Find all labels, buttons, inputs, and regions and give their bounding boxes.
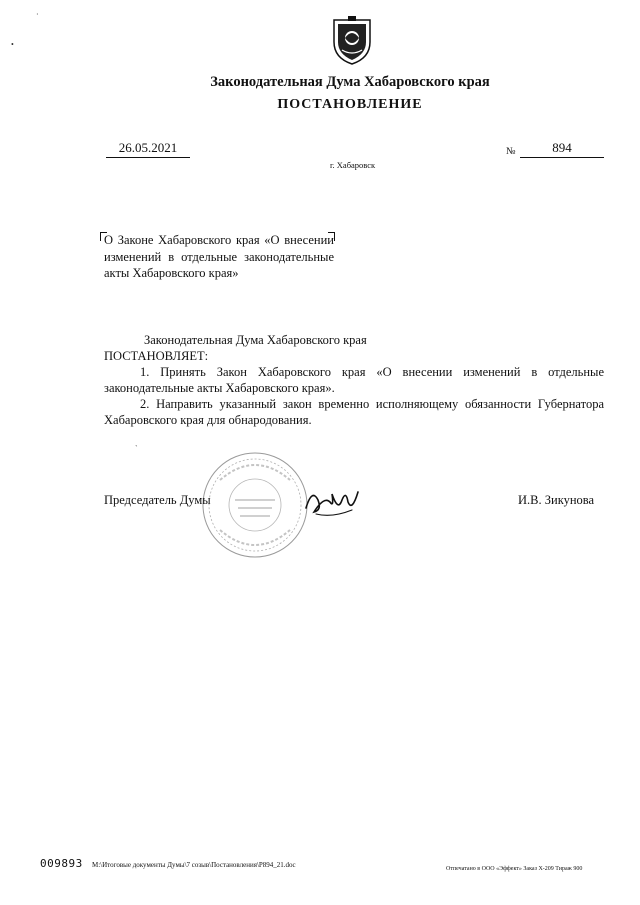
city: г. Хабаровск (330, 160, 376, 170)
scan-mark: ˋ (135, 444, 138, 453)
organization-name: Законодательная Дума Хабаровского края (210, 74, 490, 90)
signatory-title: Председатель Думы (104, 493, 211, 507)
document-body (104, 332, 604, 428)
official-seal-icon (200, 450, 310, 560)
footer-code: 009893 (40, 857, 83, 870)
body-intro: Законодательная Дума Хабаровского края (144, 333, 367, 347)
footer-file-path: M:\Итоговые документы Думы\7 созыв\Постановления\P894_21.doc (92, 861, 296, 869)
body-item-2: 2. Направить указанный закон временно исполняющему обязанности Губернатора Хабаровского края для обнародования. (104, 397, 604, 427)
body-item-1: 1. Принять Закон Хабаровского края «О внесении изменений в отдельные законодательные акты Хабаровского края». (104, 365, 604, 395)
document-date: 26.05.2021 (106, 140, 190, 158)
document-subject: О Законе Хабаровского края «О внесении изменений в отдельные законодательные акты Хабаровского края» (104, 233, 334, 280)
scan-mark: · (36, 10, 39, 19)
scan-mark: • (11, 40, 14, 49)
body-resolves: ПОСТАНОВЛЯЕТ: (104, 349, 209, 363)
coat-of-arms-icon (330, 16, 374, 66)
footer-print-info: Отпечатано в ООО «Эффект» Заказ Х-209 Тираж 900 (446, 866, 583, 872)
number-sign: № (506, 146, 516, 157)
document-type: ПОСТАНОВЛЕНИЕ (277, 97, 423, 112)
signatory-name: И.В. Зикунова (518, 493, 595, 507)
handwritten-signature-icon (302, 482, 362, 520)
document-number: 894 (520, 140, 604, 158)
